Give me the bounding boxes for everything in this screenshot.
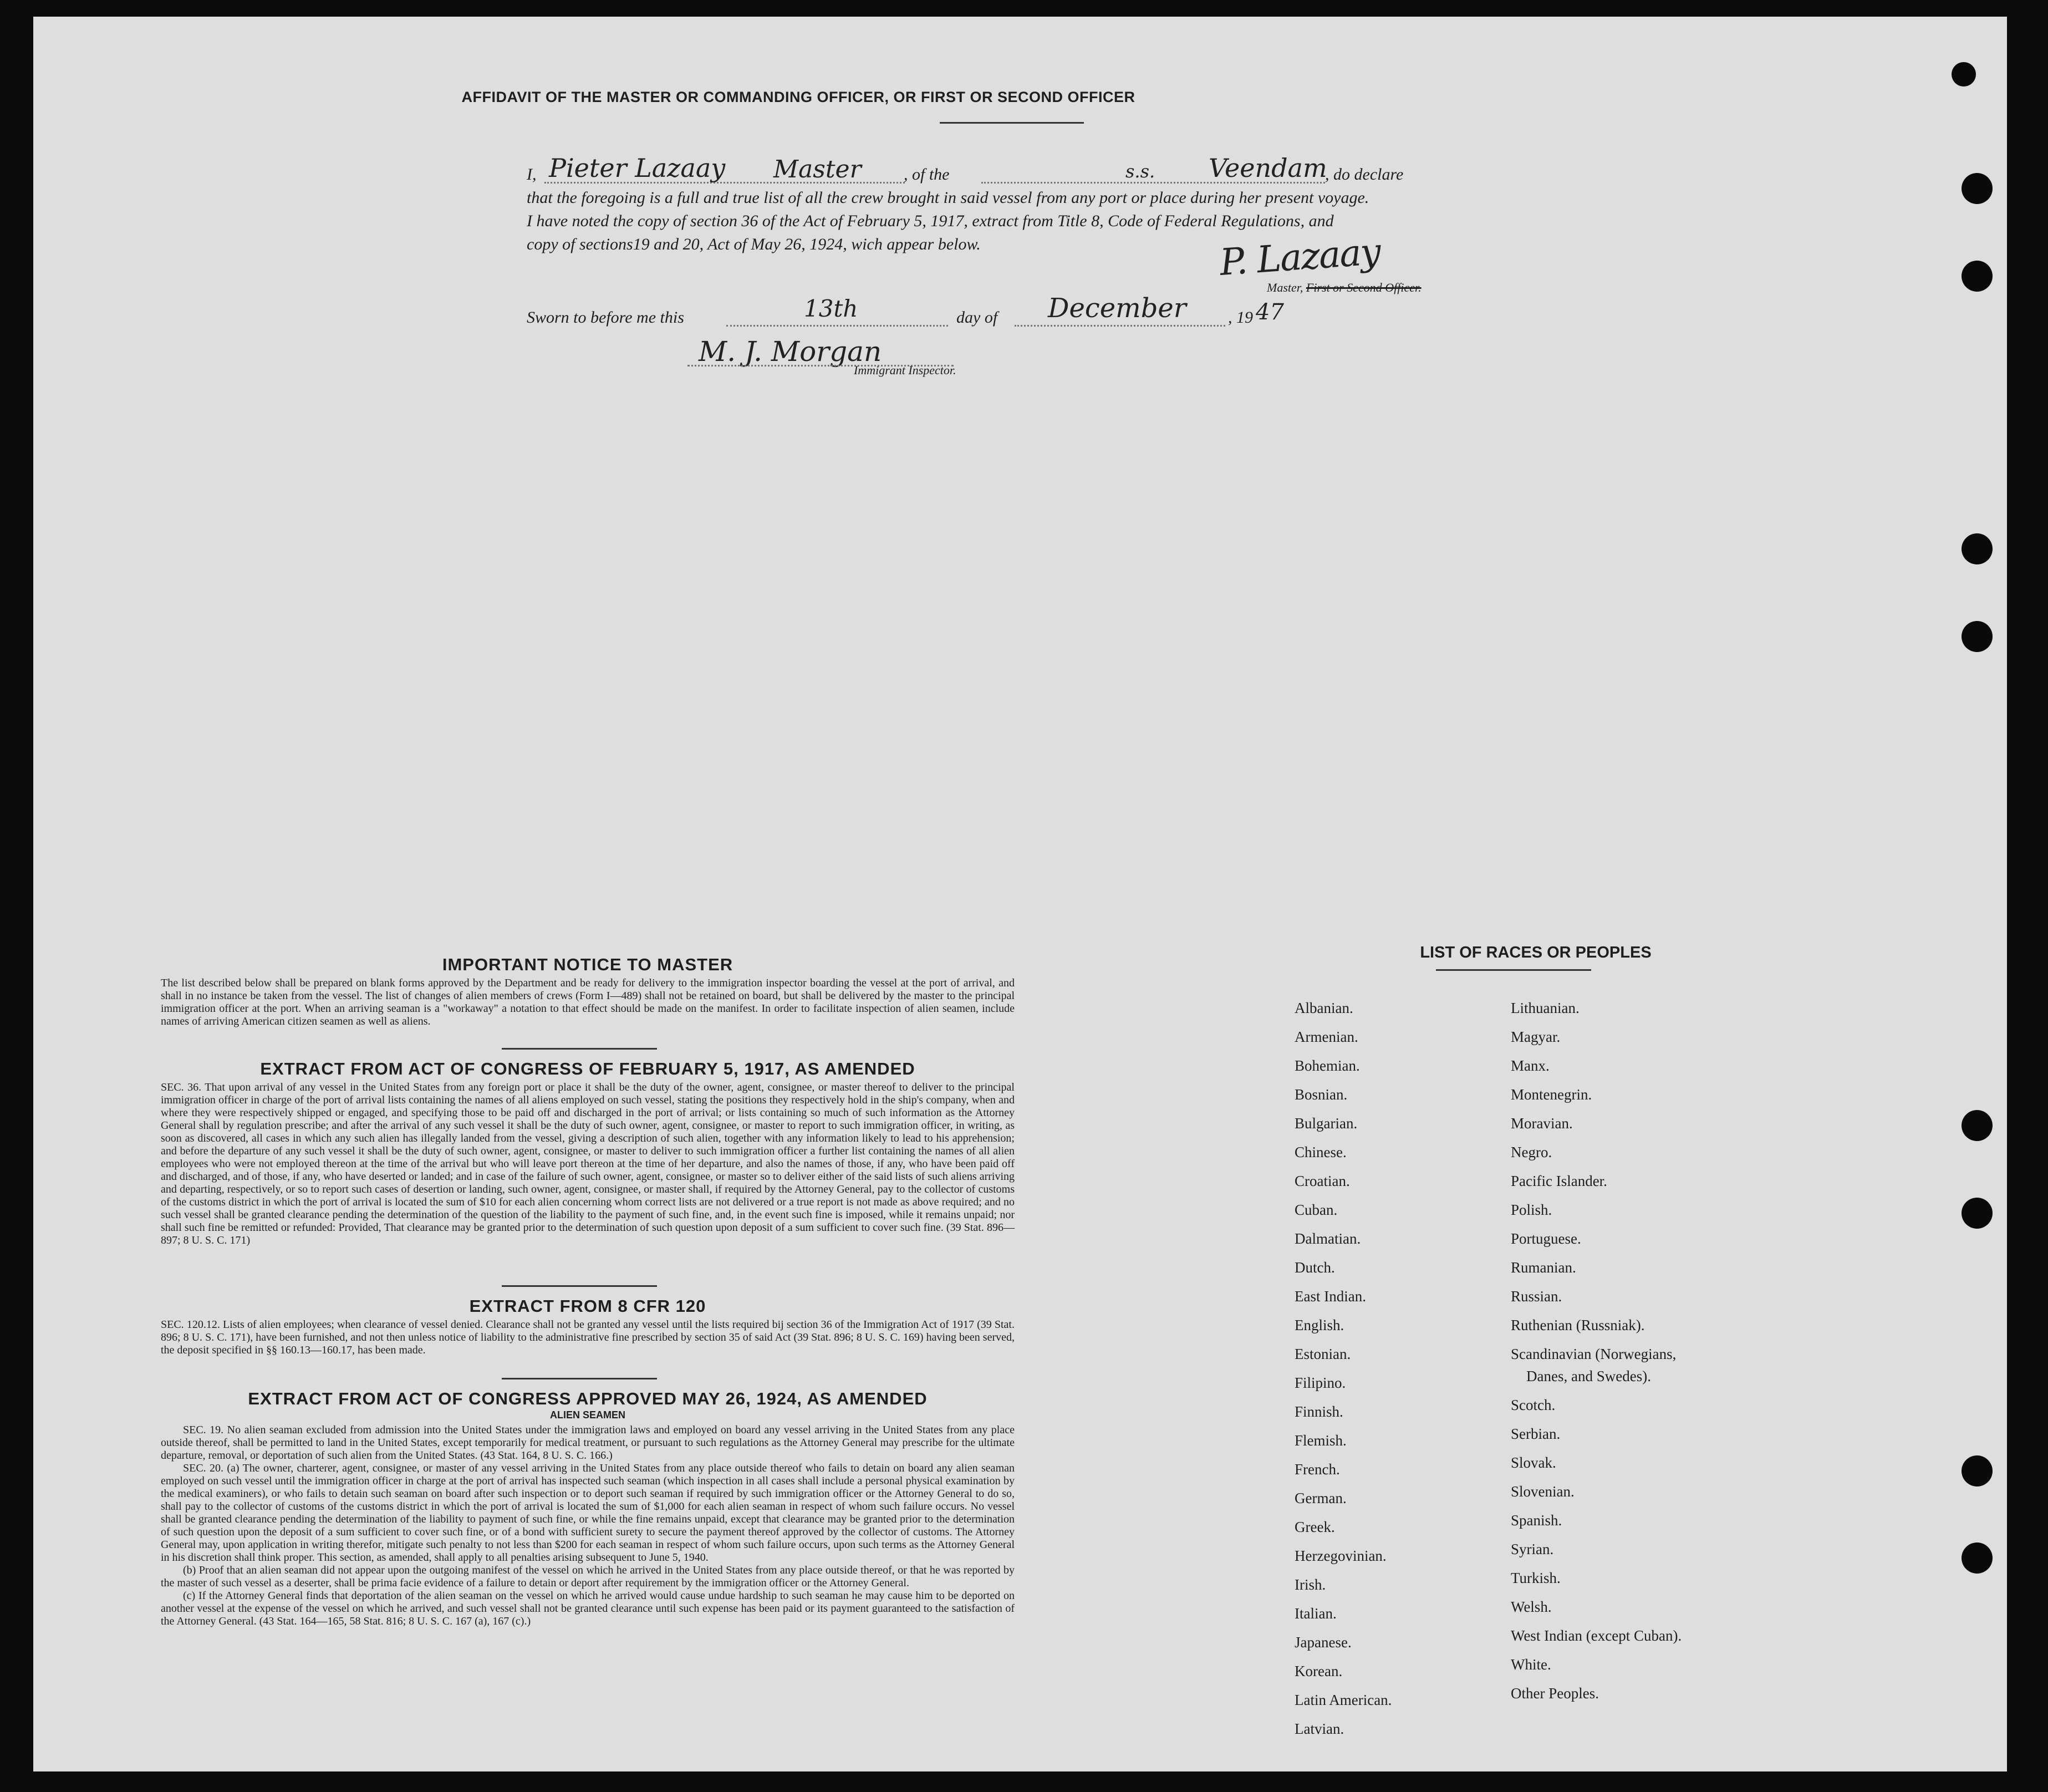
pronoun-label: I, [527,165,537,184]
race-item: Manx. [1511,1057,1550,1074]
sworn-month-handwritten: December [1048,293,1186,324]
race-item: Italian. [1295,1605,1337,1622]
race-item: Dutch. [1295,1259,1335,1276]
race-item: Polish. [1511,1202,1552,1218]
race-item: Flemish. [1295,1432,1347,1449]
race-item: Negro. [1511,1144,1552,1160]
sworn-label: Sworn to before me this [527,308,684,327]
race-item: Ruthenian (Russniak). [1511,1317,1645,1333]
race-item: West Indian (except Cuban). [1511,1627,1682,1644]
race-item: Croatian. [1295,1173,1350,1189]
race-item: Spanish. [1511,1512,1562,1529]
race-item: English. [1295,1317,1344,1333]
sec-19-text: SEC. 19. No alien seaman excluded from admission into the United States under the immigration laws and employed on board any vessel arriving in the United States from any place outside thereof, shall be permitted to land in the United States, except temporarily for medical treatment, or pursuant to such regulations as the Attorney General may prescribe for the ultimate departure, removal, or deportation of such alien from the United States. (43 Stat. 164, 8 U. S. C. 166.) [161,1424,1015,1462]
affidavit-line-3: I have noted the copy of section 36 of the Act of February 5, 1917, extract from Title 8, Code of Federal Regulations, and [527,212,1334,230]
race-item: Estonian. [1295,1346,1351,1362]
race-item: Korean. [1295,1663,1343,1679]
race-item: Scotch. [1511,1397,1556,1413]
section-rule [502,1048,657,1050]
race-item: Greek. [1295,1519,1335,1535]
extract-cfr-heading: EXTRACT FROM 8 CFR 120 [469,1296,706,1316]
notice-text: The list described below shall be prepared on blank forms approved by the Department and be ready for delivery to the immigration inspector boarding the vessel at the port of arrival, and shall in no instance be taken from the vessel. The list of changes of alien members of crews (Form I—489) shall not be retained on board, but shall be delivered by the master to the principal immigration officer at the port. When an arriving seaman is a "workaway" a notation to that effect should be made on the manifest. In order to facilitate inspection of alien seamen, include names of arriving American citizen seamen as well as aliens. [161,977,1015,1027]
inspector-signature: M. J. Morgan [699,335,882,368]
sworn-day-handwritten: 13th [804,295,858,322]
race-item: Herzegovinian. [1295,1547,1387,1564]
race-item: Bohemian. [1295,1057,1360,1074]
race-item: Pacific Islander. [1511,1173,1607,1189]
inspector-title: Immigrant Inspector. [854,363,956,377]
race-item: Japanese. [1295,1634,1352,1651]
struck-officer-caption: First or Second Officer. [1306,281,1422,294]
races-heading: LIST OF RACES OR PEOPLES [1420,944,1652,961]
do-declare-label: , do declare [1325,165,1404,184]
vessel-name-handwritten: Veendam [1209,153,1327,183]
sec-20c-text: (c) If the Attorney General finds that deportation of the alien seaman on the vessel on which he arrived would cause undue hardship to such seaman he may cause him to be deported on another vessel at the expense of the vessel on which he arrived, and such vessel shall not be granted clearance until such expense has been paid or its payment guaranteed to the satisfaction of the Attorney General. (43 Stat. 164—165, 58 Stat. 816; 8 U. S. C. 167 (a), 167 (c).) [161,1590,1015,1627]
punch-hole [1962,261,1993,292]
race-item: Slovenian. [1511,1483,1575,1500]
race-item: Bosnian. [1295,1086,1348,1103]
day-of-label: day of [956,308,998,327]
section-rule [502,1285,657,1287]
race-item: Moravian. [1511,1115,1573,1132]
race-item: German. [1295,1490,1347,1506]
punch-hole [1962,1198,1993,1229]
punch-hole [1962,1455,1993,1486]
punch-hole [1952,62,1976,86]
race-item: Irish. [1295,1576,1326,1593]
race-item: Russian. [1511,1288,1562,1305]
race-item: Filipino. [1295,1374,1346,1391]
race-item: Montenegrin. [1511,1086,1592,1103]
race-item: Magyar. [1511,1029,1561,1045]
year-prefix: , 19 [1228,308,1253,327]
sec-20b-text: (b) Proof that an alien seaman did not appear upon the outgoing manifest of the vessel on which he arrived in the United States from any place outside thereof, or that he was reported by the master of such vessel as a deserter, shall be prima facie evidence of a failure to detain or deport after requirement by the immigration officer or the Attorney General. [161,1564,1015,1589]
extract-1924-text [161,1424,1015,1628]
race-item: Slovak. [1511,1454,1556,1471]
race-item: Welsh. [1511,1598,1552,1615]
punch-hole [1962,621,1993,652]
sworn-year-handwritten: 47 [1256,299,1284,325]
affidavit-declaration-line [527,153,1547,186]
document-page [33,17,2007,1771]
race-item: Chinese. [1295,1144,1347,1160]
race-item: Armenian. [1295,1029,1358,1045]
affidavit-line-2: that the foregoing is a full and true list of all the crew brought in said vessel from any port or place during her present voyage. [527,189,1369,207]
race-item: Turkish. [1511,1570,1561,1586]
races-left-column [1295,994,1516,1743]
race-item: French. [1295,1461,1340,1478]
race-item: Syrian. [1511,1541,1554,1557]
race-item: White. [1511,1656,1551,1673]
master-caption: Master, [1267,281,1303,294]
extract-1924-heading: EXTRACT FROM ACT OF CONGRESS APPROVED MAY 26, 1924, AS AMENDED [248,1389,928,1408]
vessel-prefix-handwritten: s.s. [1125,161,1155,182]
race-item: Scandinavian (Norwegians, [1511,1346,1677,1362]
race-item: Latvian. [1295,1720,1344,1737]
master-name-handwritten: Pieter Lazaay [549,153,726,183]
punch-hole [1962,1542,1993,1574]
race-item: Serbian. [1511,1426,1561,1442]
rank-handwritten: Master [773,155,862,184]
month-dotted-line [1015,325,1225,327]
extract-1917-text: SEC. 36. That upon arrival of any vessel in the United States from any foreign port or place it shall be the duty of the owner, agent, consignee, or master thereof to deliver to the principal immigration officer in charge of the port of arrival lists containing the names of all aliens employed on such vessel, stating the positions they respectively hold in the ship's company, when and where they were respectively shipped or engaged, and specifying those to be paid off and discharged in the port of arrival; or lists containing so much of such information as the Attorney General shall by regulation prescribe; and after the arrival of any such vessel it shall be the duty of such owner, agent, consignee, or master to report to such immigration officer, in writing, as soon as discovered, all cases in which any such alien has illegally landed from the vessel, giving a description of such alien, together with any information likely to lead to his apprehension; and before the departure of any such vessel it shall be the duty of such owner, agent, consignee, or master to deliver to such immigration officer a further list containing the names of all alien employees who were not employed thereon at the time of the arrival but who will leave port thereon at the time of her departure, and also the names of those, if any, who have been paid off and discharged, and of those, if any, who have deserted or landed; and in case of the failure of such owner, agent, consignee, or master so to deliver either of the said lists of such aliens arriving and departing, respectively, or so to report such cases of desertion or landing, such owner, agent, consignee, or master shall, if required by the Attorney General, pay to the collector of customs of the customs district in which the port of arrival is located the sum of $10 for each alien concerning whom correct lists are not delivered or a true report is not made as above required; and no such vessel shall be granted clearance pending the determination of the question of the liability to the payment of such fine, and, in the event such fine is imposed, while it remains unpaid; nor shall such fine be remitted or refunded: Provided, That clearance may be granted prior to the determination of such question upon deposit of a sum sufficient to cover such fine. (39 Stat. 896—897; 8 U. S. C. 171) [161,1081,1015,1246]
race-item: Danes, and Swedes). [1526,1368,1651,1384]
day-dotted-line [726,325,948,327]
races-rule [1436,969,1591,971]
punch-hole [1962,533,1993,564]
affidavit-heading: AFFIDAVIT OF THE MASTER OR COMMANDING OFFICER, OR FIRST OR SECOND OFFICER [461,89,1135,105]
race-item: Dalmatian. [1295,1230,1361,1247]
affidavit-line-4: copy of sections19 and 20, Act of May 26, 1924, wich appear below. [527,235,981,253]
sworn-line [527,294,1358,333]
races-right-column [1511,994,1821,1708]
race-item: Bulgarian. [1295,1115,1358,1132]
notice-heading: IMPORTANT NOTICE TO MASTER [442,955,733,974]
extract-cfr-text: SEC. 120.12. Lists of alien employees; when clearance of vessel denied. Clearance shall not be granted any vessel until the lists required bij section 36 of the Immigration Act of 1917 (39 Stat. 896; 8 U. S. C. 171), have been furnished, and not then unless notice of liability to the administrative fine prescribed by section 35 of said Act (39 Stat. 896; 8 U. S. C. 169) having been served, the deposit specified in §§ 160.13—160.17, has been made. [161,1318,1015,1356]
race-item: Portuguese. [1511,1230,1581,1247]
race-item: East Indian. [1295,1288,1366,1305]
section-rule [502,1378,657,1379]
punch-hole [1962,1110,1993,1141]
master-signature: P. Lazaay [1218,230,1382,284]
race-item: Finnish. [1295,1403,1343,1420]
race-item: Latin American. [1295,1692,1392,1708]
of-the-label: , of the [904,165,950,184]
alien-seamen-subheading: ALIEN SEAMEN [549,1409,625,1421]
signature-caption [1267,281,1422,295]
race-item: Cuban. [1295,1202,1338,1218]
punch-hole [1962,173,1993,204]
race-item: Albanian. [1295,1000,1353,1016]
extract-1917-heading: EXTRACT FROM ACT OF CONGRESS OF FEBRUARY 5, 1917, AS AMENDED [260,1059,915,1078]
race-item: Lithuanian. [1511,1000,1580,1016]
race-item: Other Peoples. [1511,1685,1599,1702]
heading-rule [940,122,1084,124]
race-item: Rumanian. [1511,1259,1576,1276]
sec-20a-text: SEC. 20. (a) The owner, charterer, agent, consignee, or master of any vessel arriving in the United States from any place outside thereof who fails to detain on board any alien seaman employed on such vessel until the immigration officer in charge at the port of arrival has inspected such seaman (which inspection in all cases shall include a personal physical examination by the medical examiners), or who fails to detain such seaman on board after such inspection or to deport such seaman if required by such immigration officer or the Attorney General to do so, shall pay to the collector of customs of the customs district in which the port of arrival is located the sum of $1,000 for each alien seaman in respect of whom such failure occurs. No vessel shall be granted clearance pending the determination of the liability to payment of such fine, or while the fine remains unpaid, except that clearance may be granted prior to the determination of such question upon the deposit of a sum sufficient to cover such fine, or of a bond with sufficient surety to secure the payment thereof approved by the collector of customs. The Attorney General may, upon application in writing therefor, mitigate such penalty to not less than $200 for each seaman in respect of whom such failure occurs, upon such terms as the Attorney General in his discretion shall think proper. This section, as amended, shall apply to all penalties arising subsequent to June 5, 1940. [161,1462,1015,1564]
